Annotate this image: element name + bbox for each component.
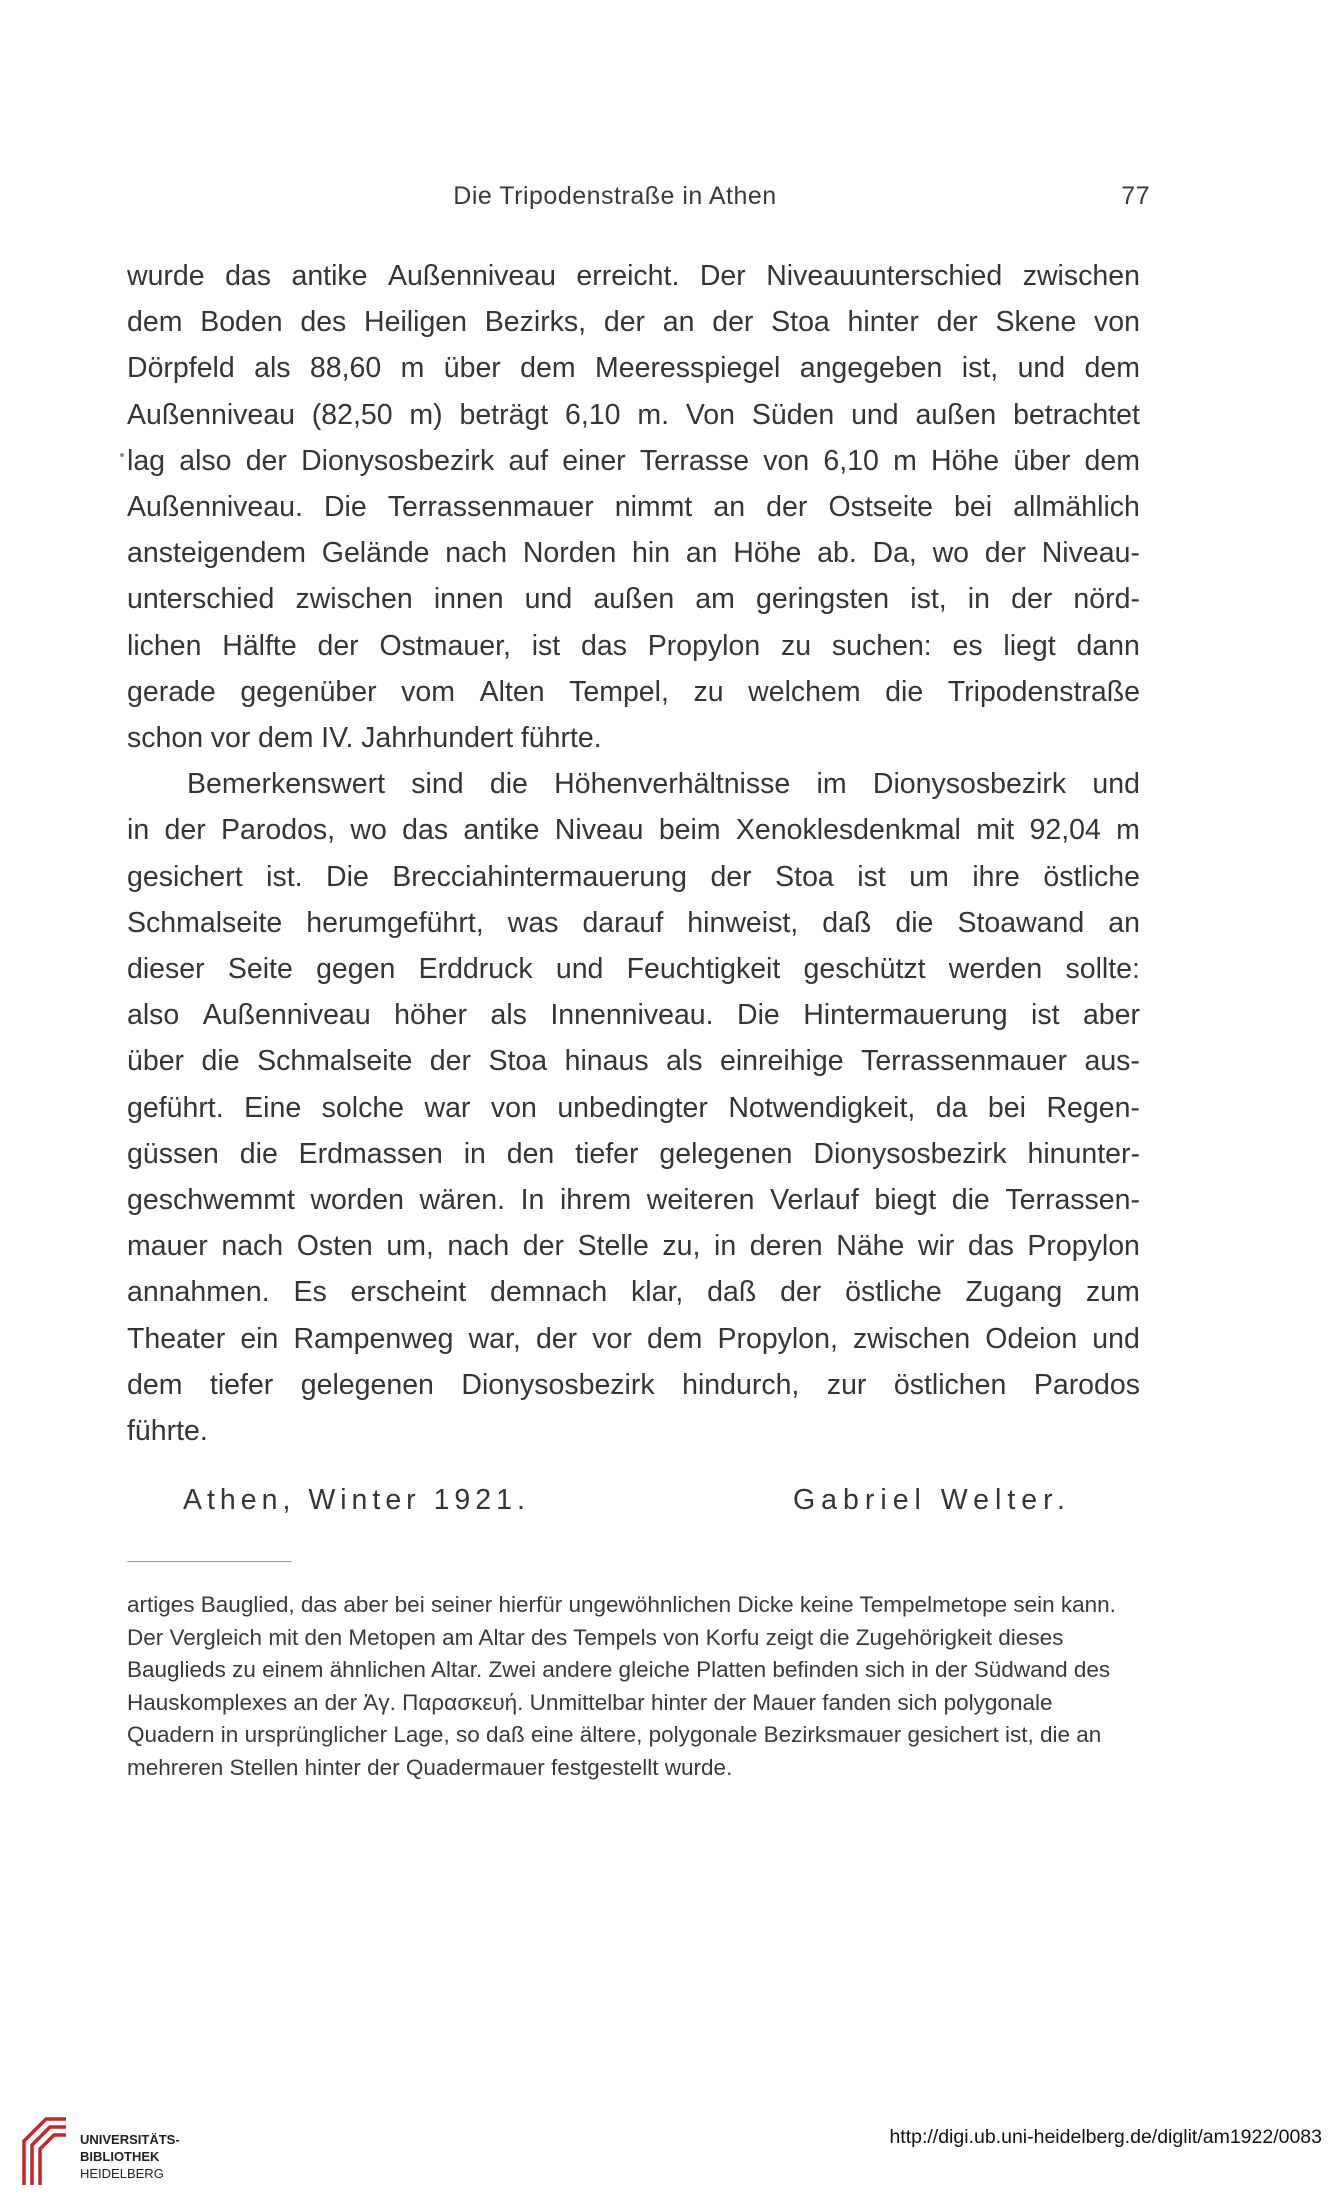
- word: Erdmassen: [298, 1137, 443, 1170]
- word: von: [490, 1091, 537, 1124]
- word: höher: [394, 999, 468, 1032]
- word: Ostmauer,: [379, 629, 511, 662]
- word: hinaus: [564, 1045, 649, 1078]
- margin-mark: [120, 453, 124, 457]
- word: güssen: [127, 1137, 219, 1170]
- word: 92,04: [1029, 814, 1101, 847]
- word: vor: [592, 1322, 632, 1355]
- word: erreicht.: [576, 260, 680, 292]
- text-line: [127, 438, 1140, 484]
- word: daß: [822, 906, 872, 939]
- word: auf: [508, 444, 549, 477]
- word: über: [443, 352, 501, 385]
- text-line: [127, 576, 1140, 622]
- word: Jahrhundert: [361, 722, 514, 755]
- word: dem: [1084, 352, 1140, 385]
- word: aus-: [1084, 1045, 1140, 1078]
- word: Die: [326, 860, 369, 893]
- word: worden: [310, 1184, 404, 1217]
- word: das: [225, 260, 272, 292]
- word: Norden: [522, 537, 617, 570]
- word: also: [127, 999, 180, 1032]
- word: Dionysosbezirk: [301, 444, 495, 477]
- word: Stoa: [488, 1045, 548, 1078]
- word: in: [127, 814, 150, 847]
- word: Theater: [127, 1322, 226, 1355]
- word: mauer: [127, 1230, 208, 1263]
- word: Stelle: [577, 1230, 649, 1263]
- word: wo: [932, 537, 970, 570]
- word: nach: [445, 537, 508, 570]
- text-line: [127, 715, 1140, 761]
- word: den: [506, 1137, 555, 1170]
- word: der: [766, 491, 808, 524]
- word: m: [1116, 814, 1140, 847]
- word: außen: [593, 583, 675, 616]
- word: der: [1011, 583, 1053, 616]
- word: führte.: [127, 1415, 208, 1448]
- word: Niveauunterschied: [766, 260, 1003, 292]
- word: um,: [386, 1230, 434, 1263]
- word: Außenniveau: [388, 260, 556, 292]
- word: nach: [447, 1230, 510, 1263]
- word: Odeion: [985, 1322, 1078, 1355]
- word: liegt: [1003, 629, 1056, 662]
- word: Höhenverhältnisse: [554, 768, 791, 801]
- word: dann: [1076, 629, 1140, 662]
- word: biegt: [874, 1184, 937, 1217]
- word: der: [603, 306, 646, 339]
- word: der: [712, 306, 754, 339]
- footnote-rule: [127, 1561, 292, 1562]
- word: m.: [637, 398, 670, 431]
- word: gerade: [127, 675, 216, 708]
- word: ist,: [910, 583, 947, 616]
- word: ansteigendem: [127, 537, 307, 570]
- signature-author: Gabriel Welter.: [793, 1484, 1071, 1516]
- word: Brecciahintermauerung: [392, 860, 687, 893]
- word: Skene: [995, 306, 1077, 339]
- word: Es: [293, 1276, 327, 1309]
- word: Bemerkenswert: [187, 768, 385, 801]
- word: 6,10: [823, 444, 879, 477]
- word: wären.: [419, 1184, 506, 1217]
- word: zur: [826, 1368, 867, 1401]
- body-text: [127, 253, 1140, 1454]
- word: tiefer: [575, 1137, 639, 1170]
- word: gelegenen: [300, 1368, 434, 1401]
- word: Erddruck: [418, 953, 533, 986]
- text-line: [127, 253, 1140, 299]
- word: Nähe: [836, 1230, 905, 1263]
- word: ein: [240, 1322, 279, 1355]
- word: also: [179, 444, 232, 477]
- word: dieser: [127, 953, 205, 986]
- word: bei: [954, 491, 993, 524]
- word: von: [1094, 306, 1140, 339]
- page-footer: [0, 2101, 1341, 2203]
- word: an: [1108, 906, 1140, 939]
- text-line: [127, 1269, 1140, 1315]
- word: Osten: [296, 1230, 373, 1263]
- word: klar,: [631, 1276, 684, 1309]
- word: Höhe: [931, 444, 1000, 477]
- library-name-line: HEIDELBERG: [80, 2166, 164, 2181]
- word: annahmen.: [127, 1276, 270, 1309]
- word: was: [507, 906, 559, 939]
- word: in: [967, 583, 990, 616]
- word: und: [524, 583, 573, 616]
- word: des: [300, 306, 347, 339]
- word: führte.: [520, 722, 602, 755]
- word: Regen-: [1046, 1091, 1140, 1124]
- word: war,: [468, 1322, 521, 1355]
- word: Eine: [244, 1091, 302, 1124]
- word: das: [967, 1230, 1014, 1263]
- word: m: [400, 352, 425, 385]
- word: ist: [531, 629, 561, 662]
- word: darauf: [582, 906, 664, 939]
- word: der: [317, 629, 359, 662]
- word: nach: [221, 1230, 284, 1263]
- word: um: [909, 860, 949, 893]
- word: zwischen: [1022, 260, 1140, 292]
- word: weiteren: [646, 1184, 755, 1217]
- word: Höhe: [733, 537, 802, 570]
- word: und: [1092, 1322, 1140, 1355]
- word: Gelände: [321, 537, 430, 570]
- word: die: [895, 906, 934, 939]
- word: lag: [127, 444, 166, 477]
- word: Dörpfeld: [127, 352, 235, 385]
- word: Terrassen-: [1005, 1184, 1140, 1217]
- word: der: [164, 814, 206, 847]
- word: hinweist,: [687, 906, 799, 939]
- word: m: [893, 444, 917, 477]
- word: Stoa: [771, 306, 830, 339]
- text-line: [127, 392, 1140, 438]
- word: die: [951, 1184, 990, 1217]
- word: ist: [1031, 999, 1060, 1032]
- word: ihrem: [559, 1184, 632, 1217]
- word: ihre: [972, 860, 1020, 893]
- word: bei: [987, 1091, 1026, 1124]
- word: demnach: [489, 1276, 608, 1309]
- word: Die: [323, 491, 367, 524]
- text-line: [127, 345, 1140, 391]
- permalink-url[interactable]: http://digi.ub.uni-heidelberg.de/diglit/am1922/0083: [889, 2126, 1322, 2148]
- word: zum: [1086, 1276, 1140, 1309]
- word: angegeben: [799, 352, 943, 385]
- word: nimmt: [614, 491, 693, 524]
- word: Dionysosbezirk: [872, 768, 1067, 801]
- word: Terrassenmauer: [387, 491, 594, 524]
- word: da: [935, 1091, 968, 1124]
- word: Meeresspiegel: [595, 352, 781, 385]
- word: zwischen: [295, 583, 413, 616]
- text-line: [127, 761, 1140, 807]
- word: m): [409, 398, 443, 431]
- word: Rampenweg: [293, 1322, 454, 1355]
- word: lichen: [127, 629, 202, 662]
- word: zu: [693, 675, 724, 708]
- word: über: [127, 1045, 185, 1078]
- word: Süden: [751, 398, 835, 431]
- word: als: [666, 1045, 703, 1078]
- text-line: [127, 669, 1140, 715]
- word: Schmalseite: [257, 1045, 413, 1078]
- word: hindurch,: [682, 1368, 800, 1401]
- word: mit: [976, 814, 1015, 847]
- word: Propylon: [1027, 1230, 1140, 1263]
- word: betrachtet: [1013, 398, 1140, 431]
- word: geringsten: [756, 583, 890, 616]
- text-line: [127, 484, 1140, 530]
- word: an: [713, 491, 746, 524]
- word: in: [714, 1230, 737, 1263]
- text-line: [127, 299, 1140, 345]
- word: dem: [1084, 444, 1140, 477]
- footnote: artiges Bauglied, das aber bei seiner hierfür ungewöhnlichen Dicke keine Tempelmetope sein kann. Der Vergleich mit den Metopen am Altar des Tempels von Korfu zeigt die Zugehörigkeit dieses Bauglieds zu einem ähnlichen Altar. Zwei andere gleiche Platten befinden sich in der Südwand des Hauskomplexes an der Ἀγ. Παρασκευή. Unmittelbar hinter der Mauer fanden sich polygonale Quadern in ursprünglicher Lage, so daß eine ältere, polygonale Bezirksmauer gesichert ist, die an mehreren Stellen hinter der Quadermauer festgestellt wurde.: [127, 1592, 1116, 1780]
- word: Dionysosbezirk: [461, 1368, 655, 1401]
- word: daß: [707, 1276, 757, 1309]
- word: 88,60: [309, 352, 382, 385]
- running-head-title: Die Tripodenstraße in Athen: [453, 182, 777, 210]
- word: Verlauf: [770, 1184, 859, 1217]
- word: welchem: [748, 675, 861, 708]
- word: allmählich: [1013, 491, 1140, 524]
- word: der: [535, 1322, 578, 1355]
- text-line: [127, 1408, 1140, 1454]
- word: tiefer: [209, 1368, 274, 1401]
- word: der: [245, 444, 287, 477]
- word: Außenniveau: [127, 398, 295, 431]
- text-line: [127, 1177, 1140, 1223]
- word: Außenniveau.: [127, 491, 303, 524]
- word: Da,: [872, 537, 917, 570]
- text-line: [127, 1316, 1140, 1362]
- word: erscheint: [350, 1276, 467, 1309]
- word: der: [522, 1230, 564, 1263]
- word: dem: [258, 722, 314, 755]
- word: dem: [646, 1322, 703, 1355]
- word: dem: [127, 306, 183, 339]
- word: ab.: [817, 537, 857, 570]
- word: zu,: [662, 1230, 701, 1263]
- word: Außenniveau: [202, 999, 371, 1032]
- word: hinter: [847, 306, 919, 339]
- word: Hintermauerung: [803, 999, 1008, 1032]
- word: dem: [127, 1368, 183, 1401]
- word: Von: [685, 398, 735, 431]
- word: (82,50: [311, 398, 393, 431]
- word: östliche: [1043, 860, 1140, 893]
- word: ist.: [266, 860, 303, 893]
- text-line: [127, 854, 1140, 900]
- word: einer: [562, 444, 626, 477]
- word: nörd-: [1073, 583, 1140, 616]
- word: suchen:: [831, 629, 932, 662]
- word: an: [662, 306, 695, 339]
- word: IV.: [321, 722, 354, 755]
- word: ist: [857, 860, 886, 893]
- word: Die: [737, 999, 780, 1032]
- word: zwischen: [852, 1322, 971, 1355]
- word: Hälfte: [222, 629, 297, 662]
- word: Tripodenstraße: [947, 675, 1140, 708]
- word: Heiligen: [364, 306, 468, 339]
- word: die: [885, 675, 924, 708]
- word: die: [239, 1137, 278, 1170]
- word: als: [254, 352, 291, 385]
- word: der: [710, 860, 752, 893]
- text-line: [127, 992, 1140, 1038]
- word: ist,: [961, 352, 999, 385]
- word: am: [695, 583, 735, 616]
- word: und: [555, 953, 604, 986]
- word: Stoa: [775, 860, 834, 893]
- text-line: [127, 530, 1140, 576]
- word: Xenoklesdenkmal: [735, 814, 961, 847]
- word: als: [490, 999, 527, 1032]
- word: antike: [291, 260, 368, 292]
- word: die: [489, 768, 528, 801]
- word: gegen: [316, 953, 396, 986]
- word: Seite: [227, 953, 293, 986]
- word: Tempel,: [569, 675, 669, 708]
- text-line: [127, 1223, 1140, 1269]
- text-line: [127, 1362, 1140, 1408]
- word: östlichen: [893, 1368, 1007, 1401]
- text-line: [127, 807, 1140, 853]
- word: innen: [433, 583, 504, 616]
- word: hin: [632, 537, 671, 570]
- text-line: [127, 623, 1140, 669]
- text-line: [127, 1038, 1140, 1084]
- word: gesichert: [127, 860, 243, 893]
- word: unterschied: [127, 583, 275, 616]
- word: und: [851, 398, 899, 431]
- word: Niveau: [554, 814, 644, 847]
- word: aber: [1082, 999, 1140, 1032]
- word: werden: [948, 953, 1043, 986]
- word: es: [952, 629, 983, 662]
- word: geführt.: [127, 1091, 224, 1124]
- word: dem: [520, 352, 576, 385]
- word: der: [429, 1045, 471, 1078]
- word: vor: [210, 722, 251, 755]
- word: von: [763, 444, 810, 477]
- word: Notwendigkeit,: [728, 1091, 916, 1124]
- word: geschwemmt: [127, 1184, 295, 1217]
- word: östliche: [845, 1276, 942, 1309]
- word: unbedingter: [557, 1091, 708, 1124]
- text-line: [127, 1085, 1140, 1131]
- word: wurde: [127, 260, 205, 292]
- text-line: [127, 900, 1140, 946]
- text-line: [127, 1131, 1140, 1177]
- word: Propylon,: [717, 1322, 838, 1355]
- word: schon: [127, 722, 204, 755]
- library-name: [80, 2131, 180, 2182]
- word: Innenniveau.: [550, 999, 714, 1032]
- word: Parodos: [1033, 1368, 1140, 1401]
- word: Niveau-: [1041, 537, 1140, 570]
- word: wir: [917, 1230, 955, 1263]
- word: zu: [781, 629, 812, 662]
- word: Propylon: [647, 629, 761, 662]
- word: antike: [463, 814, 540, 847]
- heidelberg-library-logo-icon: [14, 2115, 70, 2187]
- word: gegenüber: [240, 675, 377, 708]
- word: Terrasse: [639, 444, 750, 477]
- word: gelegenen: [659, 1137, 793, 1170]
- word: war: [424, 1091, 471, 1124]
- word: das: [581, 629, 627, 662]
- page-number: 77: [1121, 182, 1150, 210]
- word: Boden: [200, 306, 283, 339]
- word: geschützt: [803, 953, 926, 986]
- word: Feuchtigkeit: [626, 953, 781, 986]
- library-name-line: BIBLIOTHEK: [80, 2149, 160, 2164]
- word: das: [402, 814, 449, 847]
- word: der: [936, 306, 978, 339]
- word: und: [1092, 768, 1140, 801]
- word: Der: [699, 260, 746, 292]
- word: wo: [350, 814, 387, 847]
- word: außen: [915, 398, 997, 431]
- text-line: [127, 946, 1140, 992]
- word: der: [780, 1276, 822, 1309]
- word: Zugang: [965, 1276, 1063, 1309]
- word: deren: [749, 1230, 823, 1263]
- word: 6,10: [565, 398, 621, 431]
- word: beträgt: [459, 398, 549, 431]
- library-name-line: UNIVERSITÄTS-: [80, 2132, 180, 2147]
- word: in: [463, 1137, 486, 1170]
- word: Terrassenmauer: [861, 1045, 1067, 1078]
- word: In: [520, 1184, 545, 1217]
- word: vom: [401, 675, 456, 708]
- word: Alten: [479, 675, 545, 708]
- word: an: [685, 537, 718, 570]
- word: sollte:: [1065, 953, 1140, 986]
- word: solche: [321, 1091, 405, 1124]
- word: hinunter-: [1027, 1137, 1140, 1170]
- word: sind: [411, 768, 464, 801]
- word: im: [816, 768, 847, 801]
- word: beim: [658, 814, 721, 847]
- word: der: [984, 537, 1026, 570]
- word: über: [1013, 444, 1071, 477]
- word: herumgeführt,: [306, 906, 484, 939]
- word: und: [1017, 352, 1066, 385]
- word: Parodos,: [221, 814, 336, 847]
- word: die: [201, 1045, 240, 1078]
- word: Ostseite: [828, 491, 933, 524]
- word: einreihige: [719, 1045, 844, 1078]
- signature-place-date: Athen, Winter 1921.: [183, 1484, 530, 1516]
- word: Schmalseite: [127, 906, 283, 939]
- word: Bezirks,: [484, 306, 587, 339]
- word: Dionysosbezirk: [813, 1137, 1007, 1170]
- word: Stoawand: [957, 906, 1085, 939]
